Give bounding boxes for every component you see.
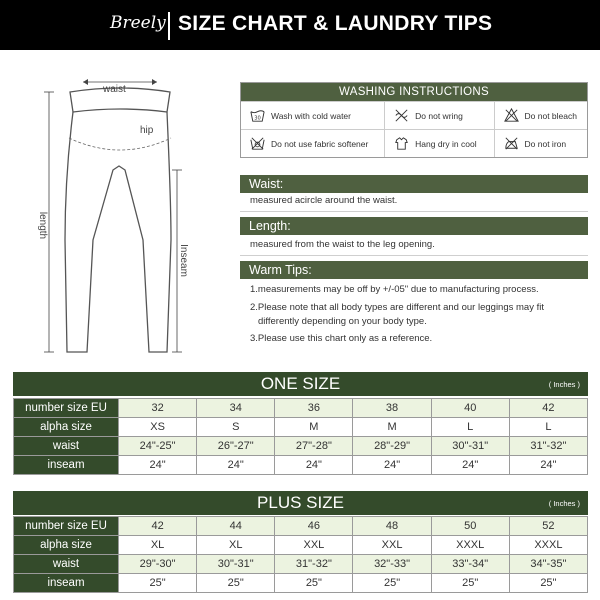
table-cell: M <box>275 418 353 437</box>
table-cell: XL <box>197 536 275 555</box>
table-cell: 28"-29" <box>353 437 431 456</box>
table-cell: XL <box>119 536 197 555</box>
row-label: waist <box>14 437 119 456</box>
header-divider <box>168 12 170 40</box>
table-row <box>14 418 588 437</box>
no-bleach-item <box>495 102 587 129</box>
wash-cold-label: Wash with cold water <box>271 110 351 121</box>
plus-size-header <box>13 491 588 515</box>
no-wring-item <box>385 102 494 129</box>
table-row <box>14 399 588 418</box>
table-cell: 26"-27" <box>197 437 275 456</box>
divider <box>240 255 588 256</box>
table-cell: 36 <box>275 399 353 418</box>
table-cell: XXL <box>275 536 353 555</box>
table-cell: 46 <box>275 517 353 536</box>
no-wring-icon <box>393 107 410 124</box>
waist-label: waist <box>103 84 126 95</box>
length-label: length <box>37 211 49 240</box>
table-cell: 48 <box>353 517 431 536</box>
table-cell: 25" <box>197 574 275 593</box>
table-cell: 24" <box>275 456 353 475</box>
wash-30-icon <box>249 107 266 124</box>
table-cell: 33"-34" <box>431 555 509 574</box>
table-cell: 30"-31" <box>197 555 275 574</box>
table-row <box>14 437 588 456</box>
table-row <box>14 517 588 536</box>
row-label: number size EU <box>14 399 119 418</box>
table-cell: 25" <box>119 574 197 593</box>
tips-section-title: Warm Tips: <box>240 261 588 279</box>
washing-instructions <box>240 82 588 158</box>
length-section-text: measured from the waist to the leg opening. <box>250 239 435 250</box>
tip-line: 3.Please use this chart only as a reference. <box>250 333 433 344</box>
tip-line: differently depending on your body type. <box>258 316 427 327</box>
table-cell: 40 <box>431 399 509 418</box>
row-label: inseam <box>14 456 119 475</box>
one-size-table <box>13 398 588 475</box>
table-row <box>14 536 588 555</box>
table-cell: 25" <box>353 574 431 593</box>
row-label: waist <box>14 555 119 574</box>
table-cell: XXL <box>353 536 431 555</box>
table-cell: 34 <box>197 399 275 418</box>
no-bleach-icon <box>503 107 520 124</box>
table-cell: 32"-33" <box>353 555 431 574</box>
tip-line: 1.measurements may be off by +/-05" due to manufacturing process. <box>250 284 539 295</box>
table-row <box>14 555 588 574</box>
one-size-header <box>13 372 588 396</box>
table-cell: 24" <box>197 456 275 475</box>
table-row <box>14 456 588 475</box>
page-title: SIZE CHART & LAUNDRY TIPS <box>178 12 493 35</box>
no-bleach-label: Do not bleach <box>524 110 577 121</box>
row-label: alpha size <box>14 536 119 555</box>
table-cell: 24" <box>431 456 509 475</box>
row-label: inseam <box>14 574 119 593</box>
row-label: alpha size <box>14 418 119 437</box>
leggings-outline-icon <box>35 70 205 360</box>
no-iron-label: Do not iron <box>524 138 567 149</box>
plus-size-table <box>13 516 588 593</box>
table-cell: 44 <box>197 517 275 536</box>
table-cell: 30"-31" <box>431 437 509 456</box>
table-cell: 42 <box>119 517 197 536</box>
hang-dry-label: Hang dry in cool <box>415 138 477 149</box>
table-cell: 42 <box>509 399 587 418</box>
table-cell: 27"-28" <box>275 437 353 456</box>
waist-section-title: Waist: <box>240 175 588 193</box>
table-cell: 25" <box>509 574 587 593</box>
table-cell: 25" <box>275 574 353 593</box>
brand-logo: Breely <box>110 13 166 33</box>
table-cell: 29"-30" <box>119 555 197 574</box>
plus-size-title: PLUS SIZE <box>257 493 344 512</box>
hang-dry-icon <box>393 135 410 152</box>
no-fabric-softener-icon <box>249 135 266 152</box>
table-cell: 31"-32" <box>509 437 587 456</box>
table-row <box>14 574 588 593</box>
no-iron-item <box>495 130 587 157</box>
table-cell: 52 <box>509 517 587 536</box>
table-cell: S <box>197 418 275 437</box>
table-cell: L <box>509 418 587 437</box>
one-size-unit: ( Inches ) <box>548 380 580 389</box>
svg-text:30: 30 <box>254 115 261 122</box>
washing-title: WASHING INSTRUCTIONS <box>241 83 587 101</box>
table-cell: 25" <box>431 574 509 593</box>
table-cell: 32 <box>119 399 197 418</box>
plus-size-unit: ( Inches ) <box>548 499 580 508</box>
table-cell: L <box>431 418 509 437</box>
table-cell: 24"-25" <box>119 437 197 456</box>
divider <box>240 211 588 212</box>
no-wring-label: Do not wring <box>415 110 463 121</box>
table-cell: 31"-32" <box>275 555 353 574</box>
hang-dry-item <box>385 130 494 157</box>
waist-section-text: measured acircle around the waist. <box>250 195 398 206</box>
no-softener-label: Do not use fabric softener <box>271 138 369 149</box>
one-size-title: ONE SIZE <box>260 374 341 393</box>
no-iron-icon <box>503 135 520 152</box>
page-header <box>0 0 600 50</box>
table-cell: 24" <box>119 456 197 475</box>
table-cell: 38 <box>353 399 431 418</box>
leggings-figure <box>35 70 205 360</box>
table-cell: XXXL <box>509 536 587 555</box>
table-cell: 24" <box>353 456 431 475</box>
tip-line: 2.Please note that all body types are different and our leggings may fit <box>250 302 544 313</box>
no-softener-item <box>241 130 385 157</box>
table-cell: M <box>353 418 431 437</box>
table-cell: XXXL <box>431 536 509 555</box>
inseam-label: Inseam <box>177 244 189 277</box>
hip-label: hip <box>140 125 154 136</box>
table-cell: 50 <box>431 517 509 536</box>
table-cell: 34"-35" <box>509 555 587 574</box>
row-label: number size EU <box>14 517 119 536</box>
table-cell: 24" <box>509 456 587 475</box>
wash-cold-item <box>241 102 385 129</box>
length-section-title: Length: <box>240 217 588 235</box>
table-cell: XS <box>119 418 197 437</box>
